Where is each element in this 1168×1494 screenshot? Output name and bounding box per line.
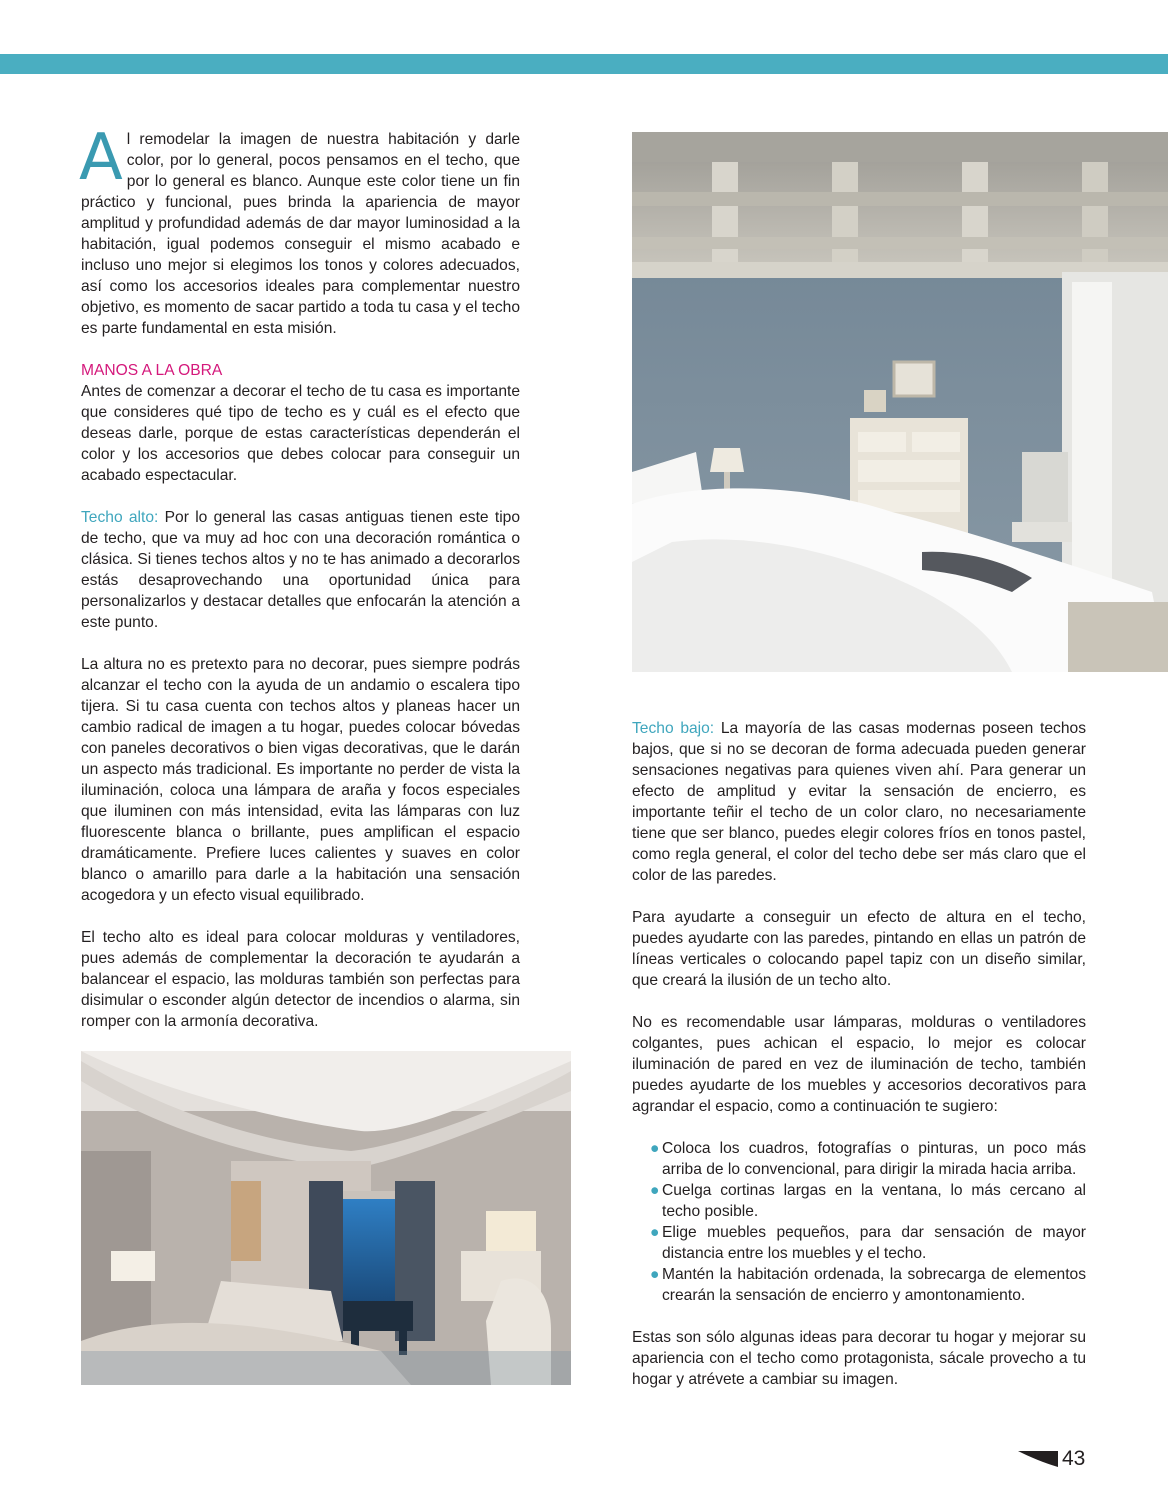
techo-alto-paragraph	[81, 507, 520, 633]
tip-text: Mantén la habitación ordenada, la sobrecarga de elementos crearán la sensación de encierro y amontonamiento.	[662, 1266, 1086, 1304]
techo-alto-text: Por lo general las casas antiguas tienen este tipo de techo, que va muy ad hoc con una decoración romántica o clásica. Si tienes techos altos y no te has animado a decorarlos estás desaprovechando una oportunidad única para personalizarlos y destacar detalles que enfocarán la atención a este punto.	[81, 509, 520, 631]
bullet-icon: ●	[650, 1140, 660, 1157]
intro-text: l remodelar la imagen de nuestra habitación y darle color, por lo general, pocos pensamos en el techo, que por lo general es blanco. Aunque este color tiene un fin práctico y funcional, pues brinda la apariencia de mayor amplitud y profundidad además de dar mayor luminosidad a la habitación, igual podemos conseguir el mismo acabado e incluso uno mejor si elegimos los tonos y colores adecuados, así como los accesorios ideales para complementar nuestro objetivo, es momento de sacar partido a toda tu casa y el techo es parte fundamental en esta misión.	[81, 131, 520, 337]
list-item	[650, 1138, 1086, 1180]
drop-cap: A	[79, 121, 123, 195]
techo-bajo-paragraph-3: No es recomendable usar lámparas, molduras o ventiladores colgantes, pues achican el espacio, lo mejor es colocar iluminación de pared en vez de iluminación de techo, también puedes ayudarte de los muebles y accesorios decorativos para agrandar el espacio, como a continuación te sugiero:	[632, 1014, 1086, 1115]
techo-bajo-lead-in: Techo bajo:	[632, 720, 715, 737]
tip-text: Cuelga cortinas largas en la ventana, lo más cercano al techo posible.	[662, 1182, 1086, 1220]
tip-text: Elige muebles pequeños, para dar sensación de mayor distancia entre los muebles y el techo.	[662, 1224, 1086, 1262]
list-item	[650, 1264, 1086, 1306]
section-heading-manos-a-la-obra: MANOS A LA OBRA	[81, 362, 223, 379]
techo-alto-lead-in: Techo alto:	[81, 509, 159, 526]
bullet-icon: ●	[650, 1266, 660, 1283]
techo-bajo-paragraph-2: Para ayudarte a conseguir un efecto de altura en el techo, puedes ayudarte con las paredes, pintando en ellas un patrón de líneas verticales o colocando papel tapiz con un diseño similar, que creará la ilusión de un techo alto.	[632, 909, 1086, 989]
left-text-column	[79, 121, 520, 1053]
techo-alto-paragraph-2: La altura no es pretexto para no decorar, pues siempre podrás alcanzar el techo con la ayuda de un andamio o escalera tipo tijera. Si tu casa cuenta con techos altos y planeas hacer un cambio radical de imagen a tu hogar, puedes colocar bóvedas con paneles decorativos o bien vigas decorativas, que le darán un aspecto más tradicional. Es importante no perder de vista la iluminación, coloca una lámpara de araña y focos especiales que iluminen con más intensidad, evita las lámparas con luz fluorescente blanca o brillante, pues amplifican el espacio dramáticamente. Prefiere luces calientes y suaves en color blanco o amarillo para darle a la habitación una sensación acogedora y un efecto visual equilibrado.	[81, 656, 520, 904]
bullet-icon: ●	[650, 1224, 660, 1241]
page-folio	[1018, 1444, 1098, 1476]
tip-text: Coloca los cuadros, fotografías o pinturas, un poco más arriba de lo convencional, para dirigir la mirada hacia arriba.	[662, 1140, 1086, 1178]
manos-section	[81, 360, 520, 486]
top-accent-band	[0, 54, 1168, 74]
list-item	[650, 1180, 1086, 1222]
canopy-room-photo	[81, 1051, 571, 1385]
techo-bajo-paragraph	[632, 718, 1086, 886]
canopy-illustration	[81, 1051, 571, 1385]
bullet-icon: ●	[650, 1182, 660, 1199]
list-item	[650, 1222, 1086, 1264]
intro-paragraph	[79, 121, 520, 339]
right-text-column	[632, 718, 1086, 1411]
page-number: 43	[1062, 1447, 1086, 1470]
techo-alto-paragraph-3: El techo alto es ideal para colocar molduras y ventiladores, pues además de complementar la decoración te ayudarán a balancear el espacio, las molduras también son perfectas para disimular o esconder algún detector de incendios o alarma, sin romper con la armonía decorativa.	[81, 929, 520, 1030]
tips-list	[632, 1138, 1086, 1306]
bedroom-photo-wood-ceiling	[632, 132, 1168, 672]
bedroom-illustration	[632, 132, 1168, 672]
closing-paragraph: Estas son sólo algunas ideas para decorar tu hogar y mejorar su apariencia con el techo como protagonista, sácale provecho a tu hogar y atrévete a cambiar su imagen.	[632, 1329, 1086, 1388]
techo-bajo-text: La mayoría de las casas modernas poseen techos bajos, que si no se decoran de forma adecuada pueden generar sensaciones negativas para quienes viven ahí. Para generar un efecto de amplitud y evitar la sensación de encierro, es importante teñir el techo de un color claro, no necesariamente tiene que ser blanco, puedes elegir colores fríos en tonos pastel, como regla general, el color del techo debe ser más claro que el color de las paredes.	[632, 720, 1086, 884]
folio-wedge-icon	[1018, 1451, 1058, 1467]
manos-text: Antes de comenzar a decorar el techo de tu casa es importante que consideres qué tipo de techo es y cuál es el efecto que deseas darle, porque de estas características dependerán el color y los accesorios que debes colocar para conseguir un acabado espectacular.	[81, 383, 520, 484]
